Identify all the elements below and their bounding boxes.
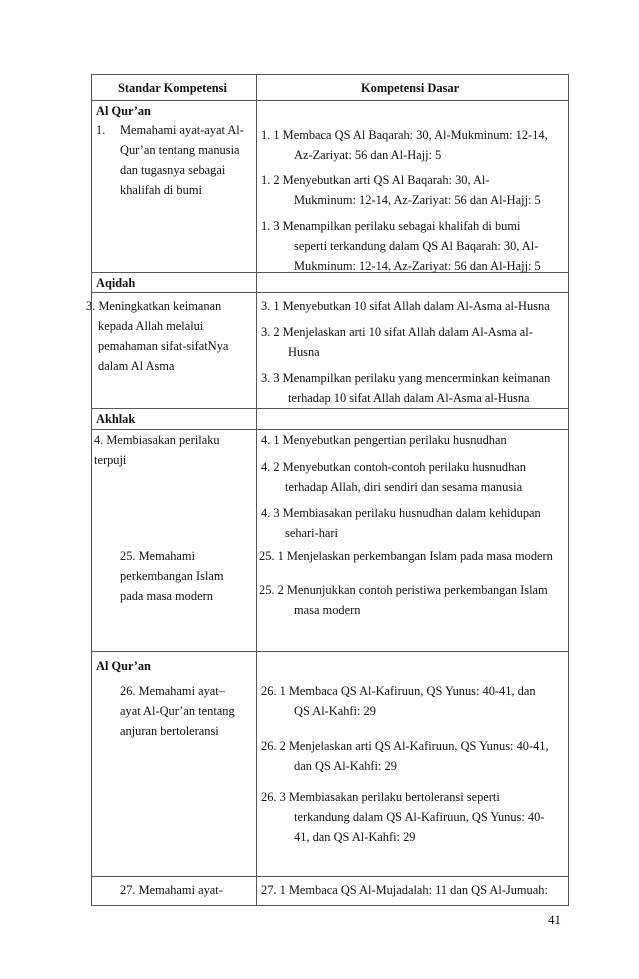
sk-text: terpuji xyxy=(94,453,127,467)
kd-text: 4. 1 Menyebutkan pengertian perilaku husnudhan xyxy=(261,433,507,447)
kd-text: 4. 3 Membiasakan perilaku husnudhan dalam kehidupan xyxy=(261,506,541,520)
sk-text: Qur’an tentang manusia xyxy=(120,143,240,157)
column-divider xyxy=(256,74,257,906)
sk-text: 4. Membiasakan perilaku xyxy=(94,433,220,447)
kd-text: 1. 2 Menyebutkan arti QS Al Baqarah: 30, Al- xyxy=(261,173,490,187)
kd-text: 26. 2 Menjelaskan arti QS Al-Kafiruun, QS Yunus: 40-41, xyxy=(261,739,549,753)
kd-text: 1. 3 Menampilkan perilaku sebagai khalifah di bumi xyxy=(261,219,521,233)
kd-text: 26. 3 Membiasakan perilaku bertoleransi seperti xyxy=(261,790,500,804)
kd-text: terhadap Allah, diri sendiri dan sesama manusia xyxy=(285,480,523,494)
kd-text: Mukminum: 12-14, Az-Zariyat: 56 dan Al-Hajj: 5 xyxy=(294,259,541,273)
kd-text: Mukminum: 12-14, Az-Zariyat: 56 dan Al-Hajj: 5 xyxy=(294,193,541,207)
row-divider xyxy=(91,292,569,293)
kd-text: 25. 1 Menjelaskan perkembangan Islam pada masa modern xyxy=(259,549,553,563)
kd-text: seperti terkandung dalam QS Al Baqarah: 30, Al- xyxy=(294,239,539,253)
section-label: Al Qur’an xyxy=(96,104,151,118)
sk-text: 26. Memahami ayat– xyxy=(120,684,225,698)
kd-text: 1. 1 Membaca QS Al Baqarah: 30, Al-Mukminum: 12-14, xyxy=(261,128,548,142)
header-divider xyxy=(91,100,569,101)
kd-text: 26. 1 Membaca QS Al-Kafiruun, QS Yunus: 40-41, dan xyxy=(261,684,536,698)
sk-text: 25. Memahami xyxy=(120,549,196,563)
sk-text: anjuran bertoleransi xyxy=(120,724,219,738)
kd-text: 41, dan QS Al-Kahfi: 29 xyxy=(294,830,416,844)
row-divider xyxy=(91,876,569,877)
sk-number: 1. xyxy=(96,123,106,137)
sk-text: 3. Meningkatkan keimanan xyxy=(86,299,222,313)
kd-text: sehari-hari xyxy=(285,526,338,540)
kd-text: 3. 1 Menyebutkan 10 sifat Allah dalam Al-Asma al-Husna xyxy=(261,299,550,313)
kd-text: 3. 3 Menampilkan perilaku yang mencerminkan keimanan xyxy=(261,371,551,385)
sk-text: kepada Allah melalui xyxy=(98,319,204,333)
sk-text: Memahami ayat-ayat Al- xyxy=(120,123,244,137)
section-label: Aqidah xyxy=(96,276,136,290)
kd-text: terkandung dalam QS Al-Kafiruun, QS Yunus: 40- xyxy=(294,810,545,824)
header-kompetensi-dasar: Kompetensi Dasar xyxy=(361,81,460,95)
kd-text: 3. 2 Menjelaskan arti 10 sifat Allah dalam Al-Asma al- xyxy=(261,325,533,339)
sk-text: dalam Al Asma xyxy=(98,359,175,373)
sk-text: 27. Memahami ayat- xyxy=(120,883,223,897)
sk-text: perkembangan Islam xyxy=(120,569,224,583)
kd-text: QS Al-Kahfi: 29 xyxy=(294,704,376,718)
section-label: Al Qur’an xyxy=(96,659,151,673)
row-divider xyxy=(91,408,569,409)
kd-text: 27. 1 Membaca QS Al-Mujadalah: 11 dan QS Al-Jumuah: xyxy=(261,883,548,897)
kd-text: Husna xyxy=(288,345,320,359)
kd-text: 25. 2 Menunjukkan contoh peristiwa perkembangan Islam xyxy=(259,583,548,597)
page-number: 41 xyxy=(548,912,561,927)
sk-text: pada masa modern xyxy=(120,589,213,603)
sk-text: ayat Al-Qur’an tentang xyxy=(120,704,235,718)
kd-text: terhadap 10 sifat Allah dalam Al-Asma al-Husna xyxy=(288,391,530,405)
row-divider xyxy=(91,651,569,652)
sk-text: dan tugasnya sebagai xyxy=(120,163,226,177)
kd-text: Az-Zariyat: 56 dan Al-Hajj: 5 xyxy=(294,148,442,162)
section-label: Akhlak xyxy=(96,412,136,426)
kd-text: dan QS Al-Kahfi: 29 xyxy=(294,759,397,773)
header-standar-kompetensi: Standar Kompetensi xyxy=(118,81,227,95)
sk-text: khalifah di bumi xyxy=(120,183,202,197)
kd-text: masa modern xyxy=(294,603,361,617)
sk-text: pemahaman sifat-sifatNya xyxy=(98,339,229,353)
kd-text: 4. 2 Menyebutkan contoh-contoh perilaku husnudhan xyxy=(261,460,526,474)
